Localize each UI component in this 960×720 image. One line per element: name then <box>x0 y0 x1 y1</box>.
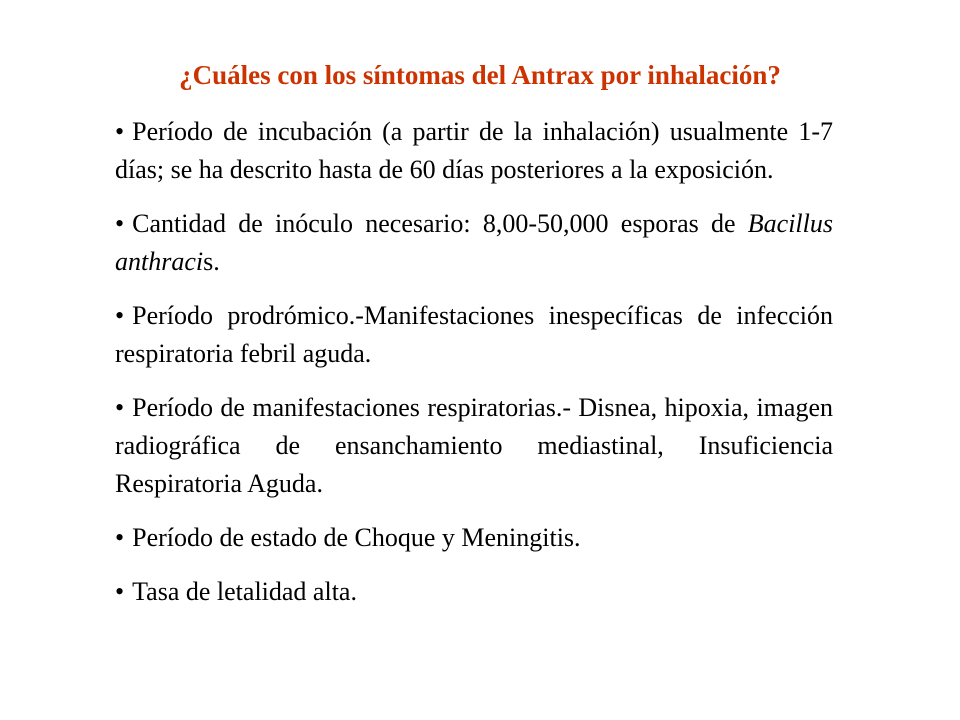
bullet-text-italic: Bacillus anthraci <box>115 209 833 276</box>
bullet-icon: • <box>115 523 125 552</box>
bullet-list <box>115 113 833 627</box>
bullet-text-tail: s. <box>203 247 220 276</box>
bullet-icon: • <box>115 117 125 146</box>
bullet-icon: • <box>115 209 125 238</box>
bullet-icon: • <box>115 301 125 330</box>
bullet-item-inoculum <box>115 205 833 281</box>
bullet-text: Cantidad de inóculo necesario: 8,00-50,000 esporas de <box>132 209 748 238</box>
bullet-item-shock <box>115 519 833 557</box>
bullet-text: Tasa de letalidad alta. <box>132 577 357 606</box>
bullet-item-incubation <box>115 113 833 189</box>
bullet-item-respiratory <box>115 389 833 503</box>
bullet-icon: • <box>115 577 125 606</box>
bullet-item-prodromal <box>115 297 833 373</box>
bullet-item-lethality <box>115 573 833 611</box>
bullet-text: Período de incubación (a partir de la inhalación) usualmente 1-7 días; se ha descrito hasta de 60 días posteriores a la exposición. <box>115 117 833 184</box>
slide-title: ¿Cuáles con los síntomas del Antrax por inhalación? <box>179 60 781 90</box>
bullet-text: Período de estado de Choque y Meningitis. <box>132 523 581 552</box>
bullet-text: Período prodrómico.-Manifestaciones inespecíficas de infección respiratoria febril aguda. <box>115 301 833 368</box>
bullet-text: Período de manifestaciones respiratorias.- Disnea, hipoxia, imagen radiográfica de ensanchamiento mediastinal, Insuficiencia Respiratoria Aguda. <box>115 393 833 498</box>
bullet-icon: • <box>115 393 125 422</box>
